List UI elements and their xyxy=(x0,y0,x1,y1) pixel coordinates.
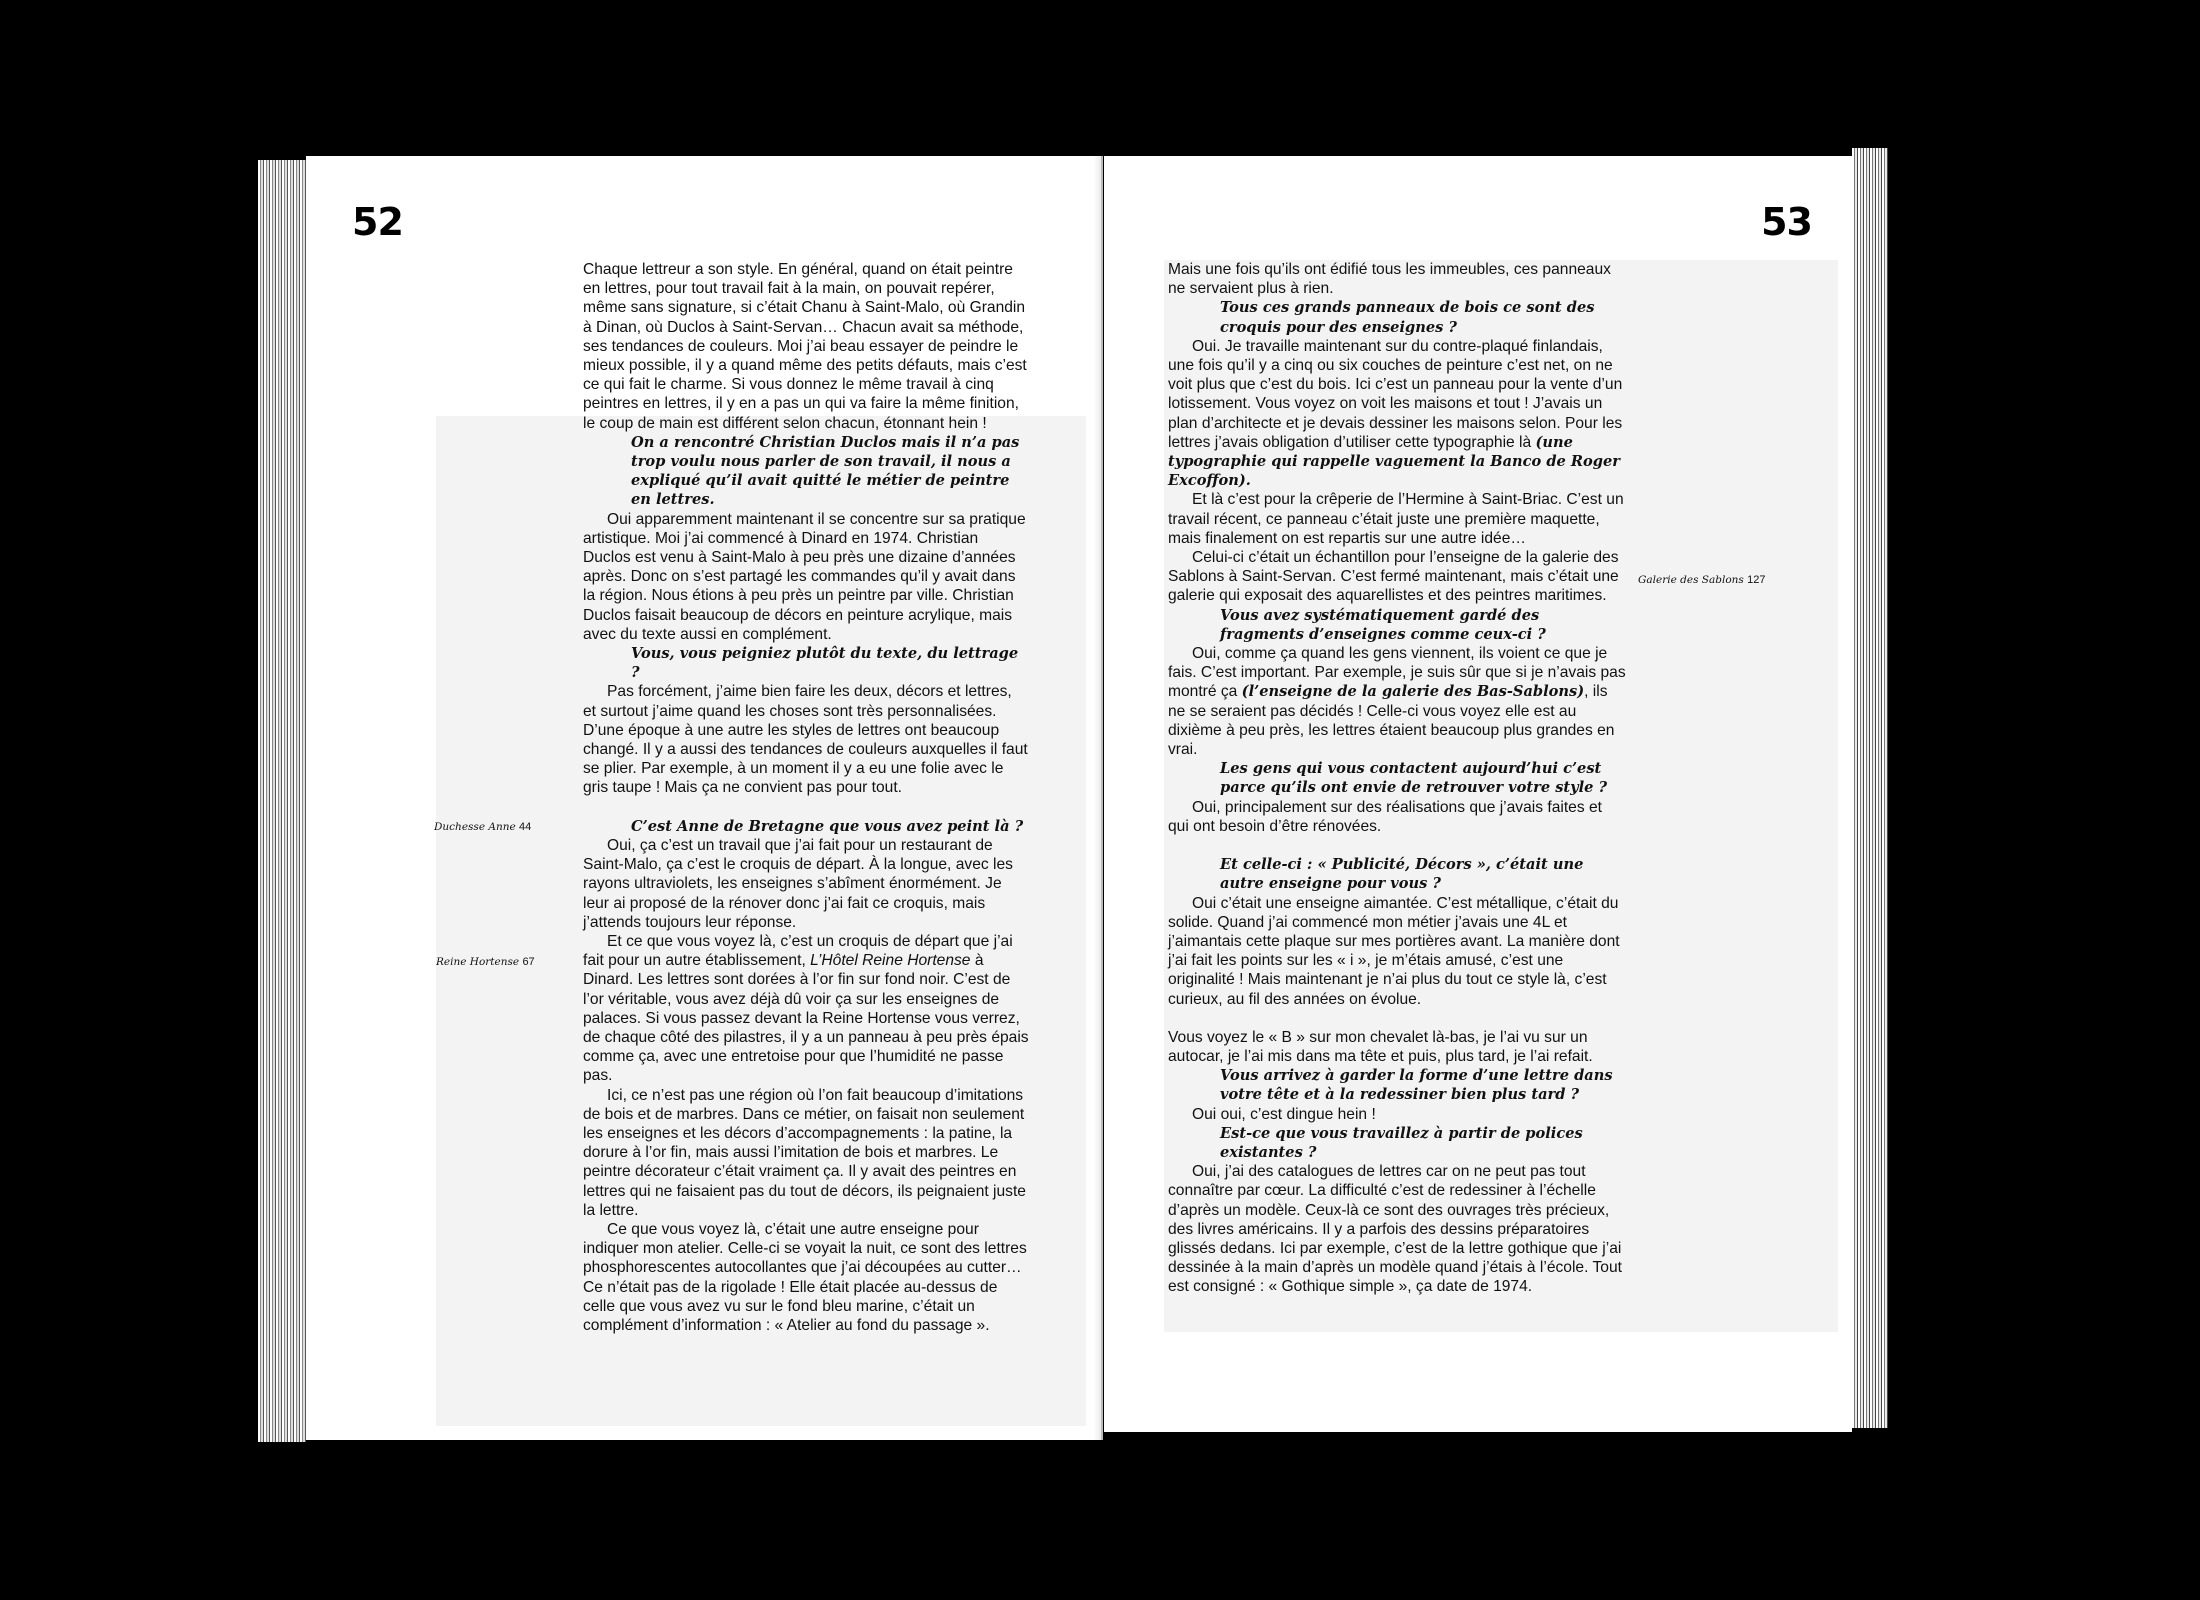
left-page-edges xyxy=(258,160,306,1442)
italic-title: L’Hôtel Reine Hortense xyxy=(810,952,971,970)
margin-note-label: Duchesse Anne xyxy=(434,821,516,833)
question-paragraph: Vous, vous peigniez plutôt du texte, du lettrage ? xyxy=(631,645,1019,682)
text-run: Oui. Je travaille maintenant sur du contre-plaqué finlandais, une fois qu’il y a cinq ou six couches de peinture c’est net, on ne voit plus que c’est du bois. Ici c’est un panneau pour la vente d’un lotissement. Vous voyez on voit les maisons et tout ! J’avais un plan d’architecte et je devais dessiner les maisons selon. Pour les lettres j’avais obligation d’utiliser cette typographie là xyxy=(1168,337,1623,451)
text-run: , ils ne se seraient pas décidés ! Celle-ci vous voyez elle est au dixième à peu près, les lettres étaient beaucoup plus grandes en vrai. xyxy=(1168,683,1615,759)
question-paragraph: Et celle-ci : « Publicité, Décors », c’était une autre enseigne pour vous ? xyxy=(1220,856,1584,893)
text-run: Oui, comme ça quand les gens viennent, ils voient ce que je fais. C’est important. Par exemple, je suis sûr que si je n’avais pas montré ça xyxy=(1168,645,1626,701)
question-paragraph: Est-ce que vous travaillez à partir de polices existantes ? xyxy=(1220,1124,1583,1161)
answer-paragraph: Oui oui, c’est dingue hein ! xyxy=(1192,1105,1376,1123)
right-page xyxy=(1104,156,1852,1432)
margin-note-reine-hortense xyxy=(436,956,535,968)
answer-paragraph: Oui, principalement sur des réalisations que j’avais faites et qui ont besoin d’être rénovées. xyxy=(1168,798,1602,835)
margin-note-ref: 67 xyxy=(522,956,535,968)
question-paragraph: Vous arrivez à garder la forme d’une lettre dans votre tête et à la redessiner bien plus tard ? xyxy=(1220,1067,1613,1104)
answer-paragraph: Ici, ce n’est pas une région où l’on fait beaucoup d’imitations de bois et de marbres. Dans ce métier, on faisait non seulement les enseignes et les décors d’accompagnements : la patine, la dorure à l’or fin, mais aussi l’imitation de bois et marbres. Le peintre décorateur c’était vraiment ça. Il y avait des peintres en lettres qui ne faisaient pas du tout de décors, ils peignaient juste la lettre. xyxy=(583,1086,1026,1219)
page-number: 52 xyxy=(352,200,403,244)
margin-note-galerie-des-sablons xyxy=(1638,574,1766,586)
answer-paragraph: Oui c’était une enseigne aimantée. C’est métallique, c’était du solide. Quand j’ai commencé mon métier j’avais une 4L et j’aimantais cette plaque sur mes portières avant. La manière dont j’ai fait les points sur les « i », je m’étais amusé, c’est une originalité ! Mais maintenant je n’ai plus du tout ce style là, c’est curieux, au fil des années on évolue. xyxy=(1168,894,1620,1008)
left-page-text xyxy=(583,260,1029,1335)
editorial-note: (l’enseigne de la galerie des Bas-Sablons) xyxy=(1241,683,1585,701)
answer-paragraph xyxy=(1168,337,1626,491)
text-run: à Dinard. Les lettres sont dorées à l’or fin sur fond noir. C’est de l’or véritable, vous avez déjà dû voir ça sur les enseignes de palaces. Si vous passez devant la Reine Hortense vous verrez, de chaque côté des pilastres, il y a un panneau à peu près épais comme ça, avec une entretoise pour que l’humidité ne passe pas. xyxy=(583,952,1029,1085)
answer-paragraph xyxy=(1168,644,1626,759)
margin-note-label: Galerie des Sablons xyxy=(1638,574,1744,586)
margin-note-label: Reine Hortense xyxy=(436,956,520,968)
answer-paragraph: Oui apparemment maintenant il se concentre sur sa pratique artistique. Moi j’ai commencé à Dinard en 1974. Christian Duclos est venu à Saint-Malo à peu près une dizaine d’années après. Donc on s’est partagé les commandes qu’il y avait dans la région. Nous étions à peu près un peintre par ville. Christian Duclos faisait beaucoup de décors en peinture acrylique, mais avec du texte aussi en complément. xyxy=(583,510,1026,643)
answer-paragraph: Oui, j’ai des catalogues de lettres car on ne peut pas tout connaître par cœur. La difficulté c’est de redessiner à l’échelle d’après un modèle. Ceux-là ce sont des ouvrages très précieux, des livres américains. Il y a parfois des dessins préparatoires glissés dedans. Ici par exemple, c’est de la lettre gothique que j’ai dessinée à la main d’après un modèle quand j’étais à l’école. Tout est consigné : « Gothique simple », ça date de 1974. xyxy=(1168,1163,1622,1296)
question-paragraph: Vous avez systématiquement gardé des fragments d’enseignes comme ceux-ci ? xyxy=(1220,606,1546,643)
margin-note-ref: 44 xyxy=(519,821,532,833)
answer-paragraph: Pas forcément, j’aime bien faire les deux, décors et lettres, et surtout j’aime quand les choses sont très personnalisées. D’une époque à une autre les styles de lettres ont beaucoup changé. Il y a aussi des tendances de couleurs auxquelles il faut se plier. Par exemple, à un moment il y a eu une folie avec le gris taupe ! Mais ça ne convient pas pour tout. xyxy=(583,683,1028,797)
text-run: Et ce que vous voyez là, c’est un croquis de départ que j’ai fait pour un autre établissement, xyxy=(583,932,1013,970)
page-number: 53 xyxy=(1761,200,1812,244)
left-page xyxy=(306,156,1103,1440)
question-paragraph: Tous ces grands panneaux de bois ce sont des croquis pour des enseignes ? xyxy=(1220,299,1595,336)
answer-paragraph: Chaque lettreur a son style. En général, quand on était peintre en lettres, pour tout travail fait à la main, on pouvait repérer, même sans signature, si c’était Chanu à Saint-Malo, où Grandin à Dinan, où Duclos à Saint-Servan… Chacun avait sa méthode, ses tendances de couleurs. Moi j’ai beau essayer de peindre le mieux possible, il y a quand même des petits défauts, mais c’est ce qui fait le charme. Si vous donnez le même travail à cinq peintres en lettres, il y en a pas un qui va faire la même finition, le coup de main est différent selon chacun, étonnant hein ! xyxy=(583,261,1027,432)
answer-paragraph xyxy=(583,932,1029,1086)
answer-paragraph: Ce que vous voyez là, c’était une autre enseigne pour indiquer mon atelier. Celle-ci se voyait la nuit, ce sont des lettres phosphorescentes autocollantes que j’ai découpées au cutter… Ce n’était pas de la rigolade ! Elle était placée au-dessus de celle que vous avez vu sur le fond bleu marine, c’était un complément d’information : « Atelier au fond du passage ». xyxy=(583,1220,1027,1334)
answer-paragraph: Oui, ça c’est un travail que j’ai fait pour un restaurant de Saint-Malo, ça c’est le croquis de départ. À la longue, avec les rayons ultraviolets, les enseignes s’abîment énormément. Je leur ai proposé de la rénover donc j’ai fait ce croquis, mais j’attends toujours leur réponse. xyxy=(583,836,1013,931)
answer-paragraph: Celui-ci c’était un échantillon pour l’enseigne de la galerie des Sablons à Saint-Servan. C’est fermé maintenant, mais c’était une galerie qui exposait des aquarellistes et des peintres maritimes. xyxy=(1168,549,1619,605)
question-paragraph: Les gens qui vous contactent aujourd’hui c’est parce qu’ils ont envie de retrouver votre style ? xyxy=(1220,760,1608,797)
question-paragraph: On a rencontré Christian Duclos mais il n’a pas trop voulu nous parler de son travail, il nous a expliqué qu’il avait quitté le métier de peintre en lettres. xyxy=(631,433,1020,509)
margin-note-duchesse-anne xyxy=(434,821,531,833)
answer-paragraph: Mais une fois qu’ils ont édifié tous les immeubles, ces panneaux ne servaient plus à rien. xyxy=(1168,261,1611,298)
question-paragraph: C’est Anne de Bretagne que vous avez peint là ? xyxy=(631,817,1024,835)
editorial-note: (une typographie qui rappelle vaguement la Banco de Roger Excoffon). xyxy=(1168,433,1620,490)
answer-paragraph: Et là c’est pour la crêperie de l’Hermine à Saint-Briac. C’est un travail récent, ce panneau c’était juste une première maquette, mais finalement on est repartis sur une autre idée… xyxy=(1168,491,1624,547)
right-page-edges xyxy=(1852,148,1888,1428)
right-page-text xyxy=(1168,260,1626,1297)
answer-paragraph: Vous voyez le « B » sur mon chevalet là-bas, je l’ai vu sur un autocar, je l’ai mis dans ma tête et puis, plus tard, je l’ai refait. xyxy=(1168,1028,1593,1065)
margin-note-ref: 127 xyxy=(1747,574,1766,586)
